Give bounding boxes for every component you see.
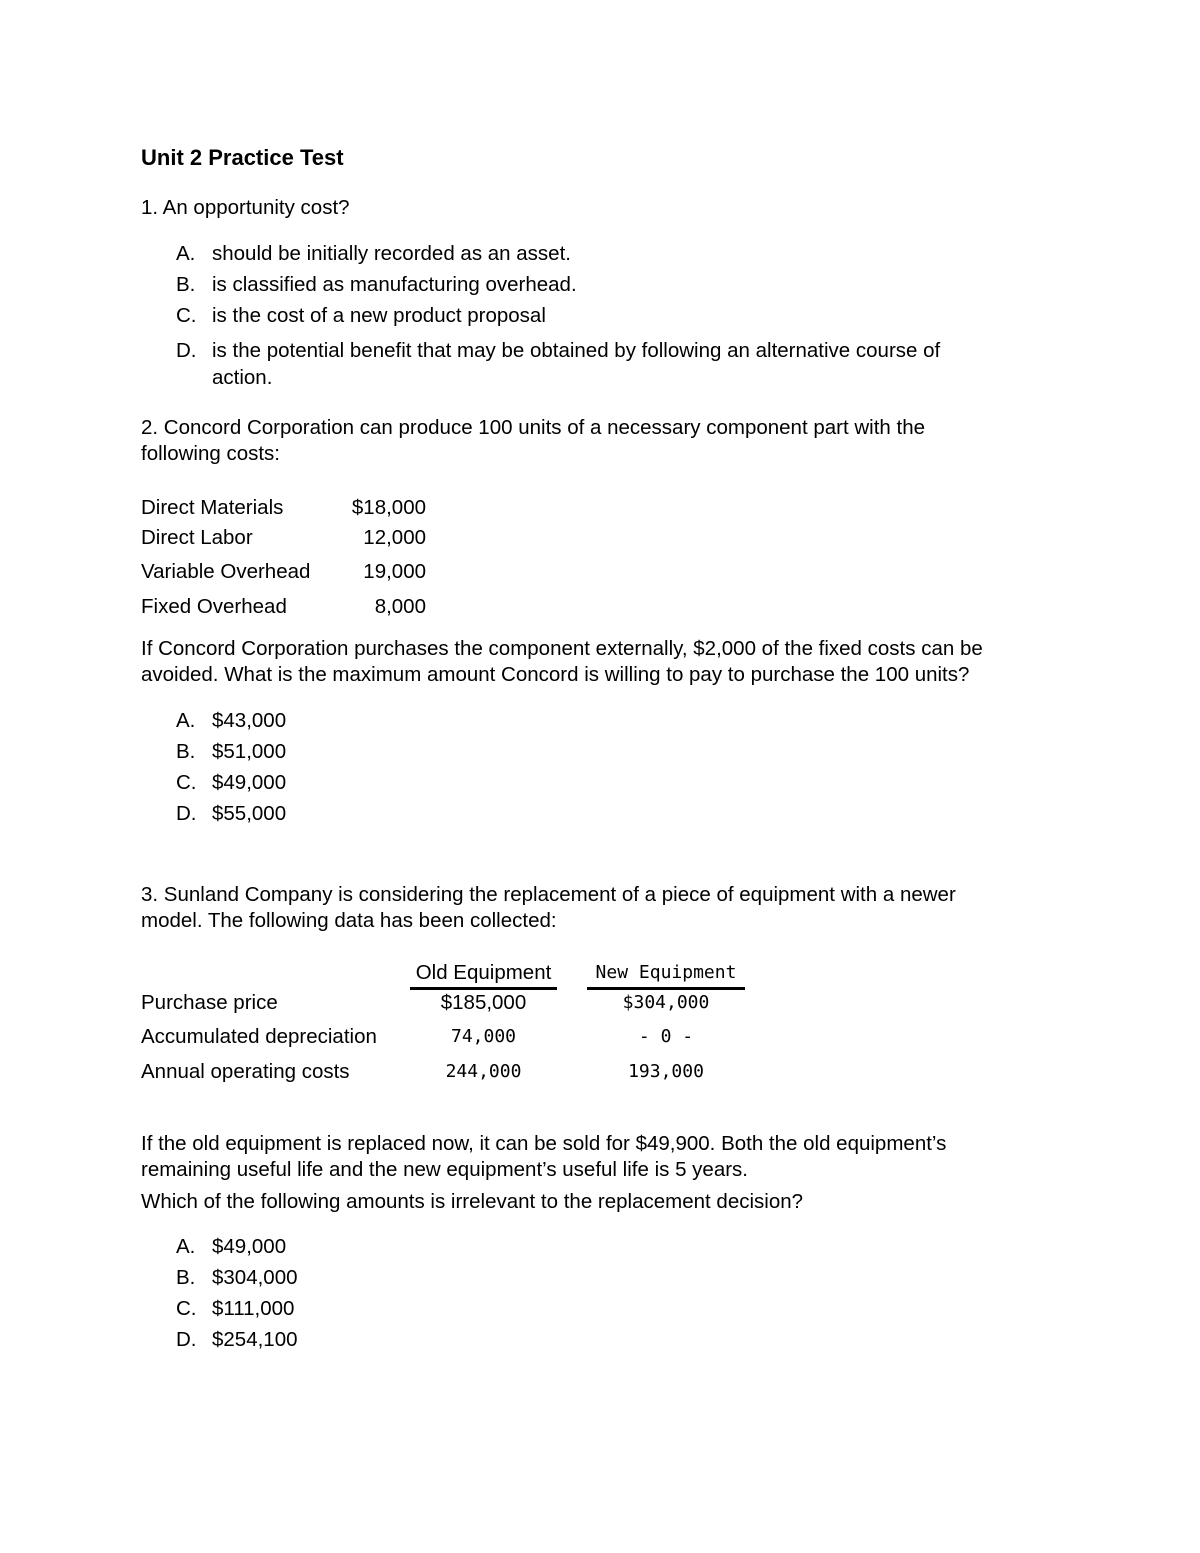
q2-option-d-text: $55,000: [212, 802, 287, 825]
cost-label-fixed-overhead: Fixed Overhead: [141, 595, 287, 618]
question-2-stem-line1: 2. Concord Corporation can produce 100 units of a necessary component part with the: [141, 416, 926, 439]
q3-option-c-letter: C.: [176, 1297, 197, 1320]
page-title: Unit 2 Practice Test: [141, 145, 344, 170]
new-annual-operating-costs: 193,000: [628, 1061, 704, 1082]
cost-value-direct-materials: $18,000: [351, 496, 426, 519]
question-3-stem-line1: 3. Sunland Company is considering the replacement of a piece of equipment with a newer: [141, 883, 956, 906]
q3-option-d-text: $254,100: [212, 1328, 298, 1351]
q2-option-b-text: $51,000: [212, 740, 287, 763]
q3-option-b-letter: B.: [176, 1266, 196, 1289]
q1-option-d-text-continued: action.: [212, 366, 273, 389]
cost-value-direct-labor: 12,000: [363, 526, 426, 549]
q1-option-b-letter: B.: [176, 273, 196, 296]
question-3-stem-line2: model. The following data has been collected:: [141, 909, 557, 932]
new-purchase-price: $304,000: [622, 992, 710, 1013]
q3-option-a-letter: A.: [176, 1235, 196, 1258]
q3-option-d-letter: D.: [176, 1328, 197, 1351]
row-label-accumulated-depreciation: Accumulated depreciation: [141, 1025, 377, 1048]
question-2-followup-line1: If Concord Corporation purchases the component externally, $2,000 of the fixed costs can be: [141, 637, 983, 660]
question-3-followup-line1: If the old equipment is replaced now, it can be sold for $49,900. Both the old equipment’s: [141, 1132, 947, 1155]
q2-option-d-letter: D.: [176, 802, 197, 825]
q3-option-c-text: $111,000: [212, 1297, 295, 1320]
q2-option-b-letter: B.: [176, 740, 196, 763]
q2-option-c-text: $49,000: [212, 771, 287, 794]
column-header-old-equipment: Old Equipment: [410, 960, 557, 990]
q2-option-c-letter: C.: [176, 771, 197, 794]
q3-option-a-text: $49,000: [212, 1235, 287, 1258]
old-annual-operating-costs: 244,000: [445, 1061, 522, 1082]
old-accumulated-depreciation: 74,000: [450, 1026, 517, 1047]
question-2-followup-line2: avoided. What is the maximum amount Concord is willing to pay to purchase the 100 units?: [141, 663, 970, 686]
q2-option-a-letter: A.: [176, 709, 196, 732]
q1-option-a-letter: A.: [176, 242, 196, 265]
q1-option-b-text: is classified as manufacturing overhead.: [212, 273, 577, 296]
question-2-stem-line2: following costs:: [141, 442, 281, 465]
row-label-annual-operating-costs: Annual operating costs: [141, 1060, 350, 1083]
q1-option-d-text: is the potential benefit that may be obtained by following an alternative course of: [212, 339, 941, 362]
cost-value-fixed-overhead: 8,000: [374, 595, 426, 618]
question-3-followup-line2: remaining useful life and the new equipment’s useful life is 5 years.: [141, 1158, 748, 1181]
row-label-purchase-price: Purchase price: [141, 991, 278, 1014]
q1-option-d-letter: D.: [176, 339, 197, 362]
question-1-stem: 1. An opportunity cost?: [141, 196, 350, 219]
question-3-followup-line3: Which of the following amounts is irrelevant to the replacement decision?: [141, 1190, 804, 1213]
q3-option-b-text: $304,000: [212, 1266, 298, 1289]
q2-option-a-text: $43,000: [212, 709, 287, 732]
cost-value-variable-overhead: 19,000: [363, 560, 426, 583]
q1-option-a-text: should be initially recorded as an asset.: [212, 242, 571, 265]
q1-option-c-text: is the cost of a new product proposal: [212, 304, 546, 327]
column-header-new-equipment: New Equipment: [587, 960, 745, 990]
q1-option-c-letter: C.: [176, 304, 197, 327]
old-purchase-price: $185,000: [440, 991, 527, 1014]
cost-label-direct-labor: Direct Labor: [141, 526, 253, 549]
cost-label-variable-overhead: Variable Overhead: [141, 560, 311, 583]
new-accumulated-depreciation: - 0 -: [638, 1026, 694, 1047]
cost-label-direct-materials: Direct Materials: [141, 496, 284, 519]
